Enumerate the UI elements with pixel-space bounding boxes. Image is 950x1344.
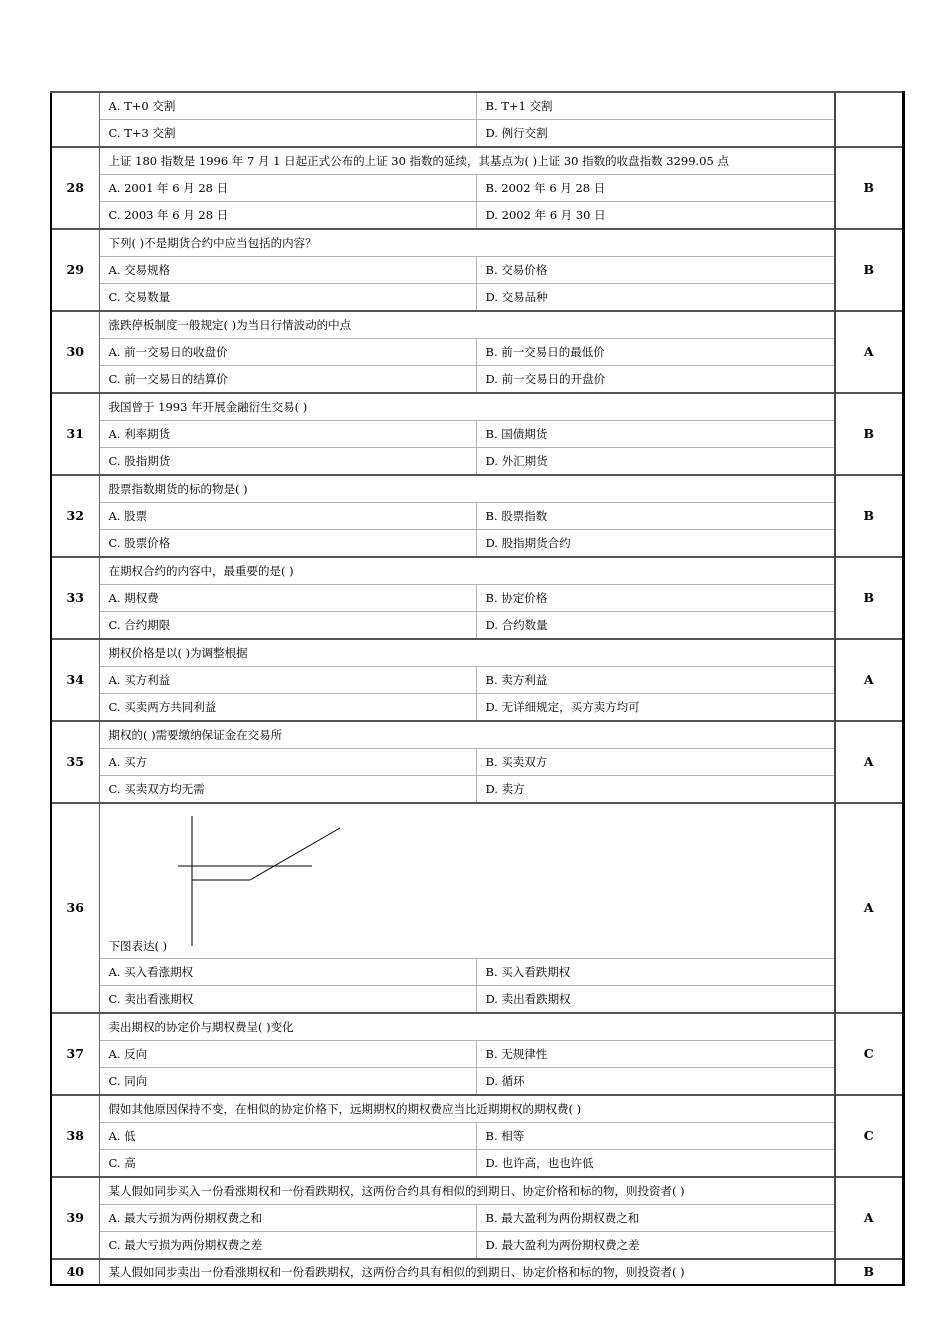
option-d: D. 交易品种 — [476, 284, 835, 312]
option-a: A. 股票 — [99, 503, 476, 530]
option-row — [51, 776, 903, 804]
option-b: B. 国债期货 — [476, 421, 835, 448]
option-d: D. 循环 — [476, 1068, 835, 1096]
option-row — [51, 612, 903, 640]
question-stem-row — [51, 475, 903, 503]
question-stem: 下列( )不是期货合约中应当包括的内容？ — [99, 229, 835, 257]
option-a: A. T+0 交割 — [99, 92, 476, 120]
option-a: A. 反向 — [99, 1041, 476, 1068]
option-b: B. 卖方利益 — [476, 667, 835, 694]
option-row — [51, 694, 903, 722]
question-sheet — [50, 91, 902, 1286]
option-c: C. 交易数量 — [99, 284, 476, 312]
question-stem-row — [51, 639, 903, 667]
answer-cell: A — [835, 639, 903, 721]
option-c: C. 股票价格 — [99, 530, 476, 558]
option-b: B. T+1 交割 — [476, 92, 835, 120]
option-d: D. 卖方 — [476, 776, 835, 804]
option-b: B. 买入看跌期权 — [476, 959, 835, 986]
question-number: 34 — [51, 639, 99, 721]
option-d: D. 2002 年 6 月 30 日 — [476, 202, 835, 230]
question-stem: 涨跌停板制度一般规定( )为当日行情波动的中点 — [99, 311, 835, 339]
question-number: 30 — [51, 311, 99, 393]
question-stem: 某人假如同步卖出一份看涨期权和一份看跌期权，这两份合约具有相似的到期日、协定价格和标的物，则投资者( ) — [99, 1259, 835, 1285]
answer-cell — [835, 92, 903, 147]
option-row — [51, 257, 903, 284]
option-row — [51, 1041, 903, 1068]
option-row — [51, 339, 903, 366]
answer-cell: B — [835, 393, 903, 475]
option-b: B. 相等 — [476, 1123, 835, 1150]
question-number: 35 — [51, 721, 99, 803]
question-number: 32 — [51, 475, 99, 557]
option-c: C. T+3 交割 — [99, 120, 476, 148]
option-row — [51, 92, 903, 120]
option-c: C. 2003 年 6 月 28 日 — [99, 202, 476, 230]
payoff-rising-segment — [250, 828, 340, 880]
option-a: A. 买入看涨期权 — [99, 959, 476, 986]
option-a: A. 交易规格 — [99, 257, 476, 284]
option-row — [51, 1232, 903, 1260]
option-d: D. 例行交割 — [476, 120, 835, 148]
question-stem-with-figure — [99, 803, 835, 959]
answer-cell: C — [835, 1095, 903, 1177]
option-row — [51, 175, 903, 202]
option-a: A. 期权费 — [99, 585, 476, 612]
option-a: A. 买方 — [99, 749, 476, 776]
question-stem: 假如其他原因保持不变，在相似的协定价格下，远期期权的期权费应当比近期期权的期权费( ) — [99, 1095, 835, 1123]
question-number: 38 — [51, 1095, 99, 1177]
option-b: B. 最大盈利为两份期权费之和 — [476, 1205, 835, 1232]
option-d: D. 外汇期货 — [476, 448, 835, 476]
answer-cell: A — [835, 803, 903, 1013]
question-number: 36 — [51, 803, 99, 1013]
option-c: C. 高 — [99, 1150, 476, 1178]
question-stem-row — [51, 1177, 903, 1205]
option-c: C. 卖出看涨期权 — [99, 986, 476, 1014]
option-row — [51, 202, 903, 230]
option-a: A. 最大亏损为两份期权费之和 — [99, 1205, 476, 1232]
option-d: D. 股指期货合约 — [476, 530, 835, 558]
question-stem-row — [51, 803, 903, 959]
option-row — [51, 1150, 903, 1178]
option-b: B. 2002 年 6 月 28 日 — [476, 175, 835, 202]
option-row — [51, 421, 903, 448]
option-b: B. 前一交易日的最低价 — [476, 339, 835, 366]
question-stem: 在期权合约的内容中，最重要的是( ) — [99, 557, 835, 585]
question-number: 40 — [51, 1259, 99, 1285]
question-stem: 股票指数期货的标的物是( ) — [99, 475, 835, 503]
option-row — [51, 749, 903, 776]
option-b: B. 无规律性 — [476, 1041, 835, 1068]
option-c: C. 买卖两方共同利益 — [99, 694, 476, 722]
question-stem: 期权的( )需要缴纳保证金在交易所 — [99, 721, 835, 749]
option-a: A. 前一交易日的收盘价 — [99, 339, 476, 366]
option-row — [51, 986, 903, 1014]
answer-cell: B — [835, 147, 903, 229]
option-b: B. 协定价格 — [476, 585, 835, 612]
question-number-cell — [51, 92, 99, 147]
question-stem-row — [51, 1259, 903, 1285]
question-stem-row — [51, 1095, 903, 1123]
option-row — [51, 120, 903, 148]
answer-cell: B — [835, 475, 903, 557]
question-stem-row — [51, 311, 903, 339]
option-row — [51, 366, 903, 394]
question-stem-row — [51, 147, 903, 175]
question-stem-row — [51, 393, 903, 421]
option-row — [51, 284, 903, 312]
question-number: 39 — [51, 1177, 99, 1259]
option-payoff-diagram — [100, 804, 360, 954]
question-stem-row — [51, 721, 903, 749]
question-number: 33 — [51, 557, 99, 639]
option-row — [51, 585, 903, 612]
option-b: B. 交易价格 — [476, 257, 835, 284]
question-stem: 期权价格是以( )为调整根据 — [99, 639, 835, 667]
option-row — [51, 959, 903, 986]
option-d: D. 前一交易日的开盘价 — [476, 366, 835, 394]
question-stem-text: 下图表达( ) — [108, 939, 168, 953]
question-table — [50, 91, 905, 1286]
question-stem-row — [51, 229, 903, 257]
option-c: C. 股指期货 — [99, 448, 476, 476]
option-row — [51, 1205, 903, 1232]
option-row — [51, 1068, 903, 1096]
option-a: A. 2001 年 6 月 28 日 — [99, 175, 476, 202]
option-row — [51, 530, 903, 558]
question-stem: 上证 180 指数是 1996 年 7 月 1 日起正式公布的上证 30 指数的延续，其基点为( )上证 30 指数的收盘指数 3299.05 点 — [99, 147, 835, 175]
option-c: C. 前一交易日的结算价 — [99, 366, 476, 394]
question-number: 28 — [51, 147, 99, 229]
option-a: A. 利率期货 — [99, 421, 476, 448]
option-row — [51, 448, 903, 476]
answer-cell: B — [835, 1259, 903, 1285]
answer-cell: B — [835, 229, 903, 311]
option-b: B. 买卖双方 — [476, 749, 835, 776]
option-row — [51, 1123, 903, 1150]
answer-cell: A — [835, 1177, 903, 1259]
option-c: C. 合约期限 — [99, 612, 476, 640]
question-stem: 某人假如同步买入一份看涨期权和一份看跌期权，这两份合约具有相似的到期日、协定价格和标的物，则投资者( ) — [99, 1177, 835, 1205]
option-b: B. 股票指数 — [476, 503, 835, 530]
option-d: D. 最大盈利为两份期权费之差 — [476, 1232, 835, 1260]
question-stem: 我国曾于 1993 年开展金融衍生交易( ) — [99, 393, 835, 421]
question-stem-row — [51, 557, 903, 585]
option-c: C. 同向 — [99, 1068, 476, 1096]
question-number: 31 — [51, 393, 99, 475]
option-a: A. 买方利益 — [99, 667, 476, 694]
question-number: 37 — [51, 1013, 99, 1095]
option-d: D. 卖出看跌期权 — [476, 986, 835, 1014]
answer-cell: A — [835, 721, 903, 803]
answer-cell: B — [835, 557, 903, 639]
option-c: C. 买卖双方均无需 — [99, 776, 476, 804]
option-d: D. 合约数量 — [476, 612, 835, 640]
question-stem: 卖出期权的协定价与期权费呈( )变化 — [99, 1013, 835, 1041]
answer-cell: C — [835, 1013, 903, 1095]
option-d: D. 无详细规定，买方卖方均可 — [476, 694, 835, 722]
option-d: D. 也许高，也也许低 — [476, 1150, 835, 1178]
question-number: 29 — [51, 229, 99, 311]
option-c: C. 最大亏损为两份期权费之差 — [99, 1232, 476, 1260]
answer-cell: A — [835, 311, 903, 393]
option-row — [51, 667, 903, 694]
option-row — [51, 503, 903, 530]
option-a: A. 低 — [99, 1123, 476, 1150]
question-stem-row — [51, 1013, 903, 1041]
